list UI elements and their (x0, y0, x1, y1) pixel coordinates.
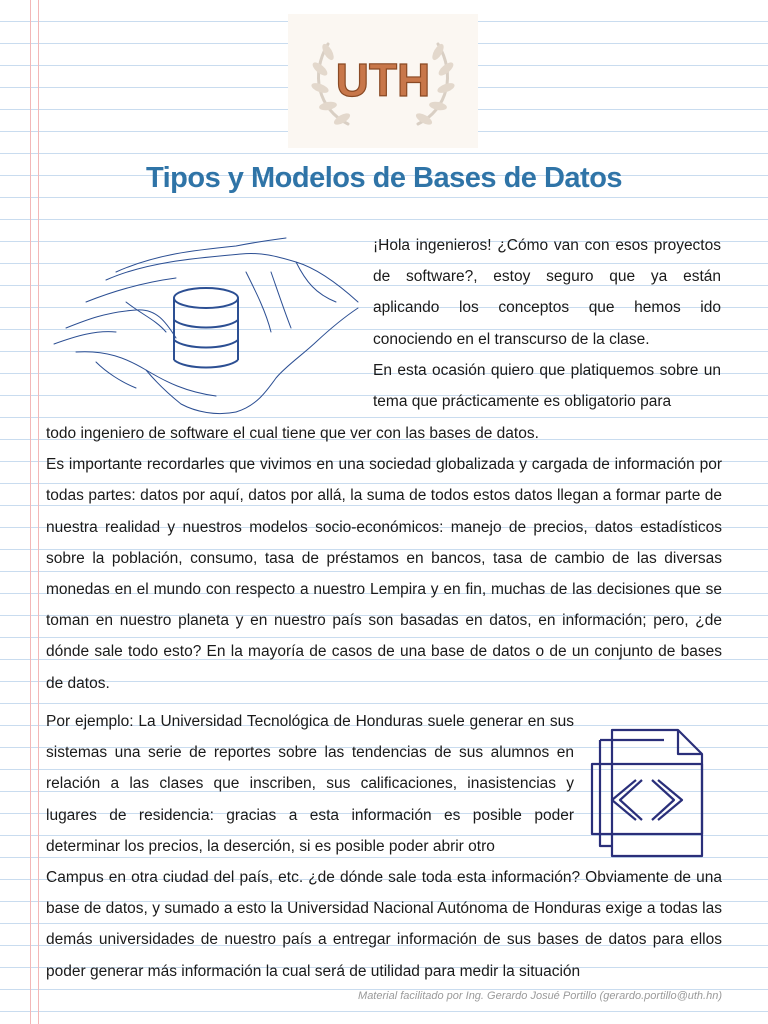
main-paragraph: Es importante recordarles que vivimos en una sociedad globalizada y cargada de información por todas partes: datos por aquí, datos por allá, la suma de todos estos datos llegan a formar parte de nuestra realidad y nuestros modelos socio-económicos: manejo de precios, datos estadísticos sobre la población, consumo, tasa de préstamos en bancos, tasa de cambio de las diversas monedas en el mundo con respecto a nuestro Lempira y en fin, muchas de las decisiones que se toman en nuestro planeta y en nuestro país son basadas en datos, en información; pero, ¿de dónde sale todo esto? En la mayoría de casos de una base de datos o de un conjunto de bases de datos. (46, 456, 722, 692)
intro-continuation: todo ingeniero de software el cual tiene que ver con las bases de datos. (46, 425, 539, 442)
intro-text (373, 230, 721, 417)
uth-logo (288, 14, 478, 148)
main-text (46, 418, 722, 699)
example-continuation: Campus en otra ciudad del país, etc. ¿de dónde sale toda esta información? Obviamente de una base de datos, y sumado a esto la Universidad Nacional Autónoma de Honduras exige a todas las demás universidades de nuestro país a entregar información de sus bases de datos para ellos poder generar más información la cual será de utilidad para medir la situación (46, 869, 722, 980)
intro-paragraph: ¡Hola ingenieros! ¿Cómo van con esos proyectos de software?, estoy seguro que ya están aplicando los conceptos que hemos ido conociendo en el transcurso de la clase. (373, 237, 721, 348)
example-text (46, 706, 574, 862)
notebook-margin-line-inner (38, 0, 39, 1024)
bottom-text (46, 862, 722, 987)
footer-credit: Material facilitado por Ing. Gerardo Josué Portillo (gerardo.portillo@uth.hn) (358, 990, 722, 1002)
logo-text: UTH (335, 54, 431, 106)
notebook-margin-line (30, 0, 31, 1024)
honduras-map-database-icon (46, 232, 364, 418)
code-file-icon (582, 722, 712, 864)
example-paragraph: Por ejemplo: La Universidad Tecnológica de Honduras suele generar en sus sistemas una serie de reportes sobre las tendencias de sus alumnos en relación a las clases que inscriben, sus calificaciones, inasistencias y lugares de residencia: gracias a esta información es posible poder determinar los precios, la deserción, si es posible poder abrir otro (46, 713, 574, 855)
laurel-wreath-logo-icon (288, 14, 478, 148)
intro-paragraph: En esta ocasión quiero que platiquemos sobre un tema que prácticamente es obligatorio para (373, 361, 721, 411)
page-title: Tipos y Modelos de Bases de Datos (145, 162, 623, 194)
